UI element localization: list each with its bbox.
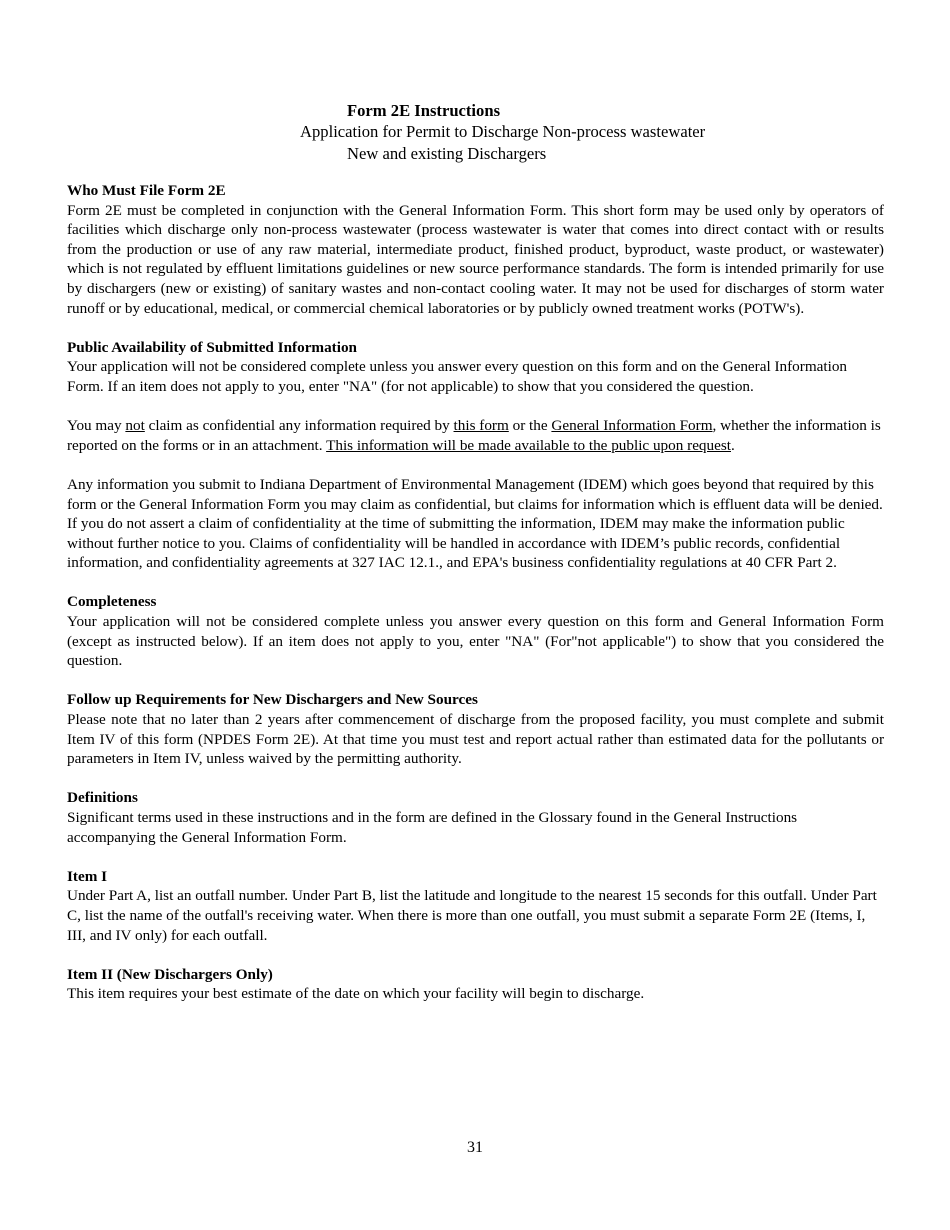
- section-text: Significant terms used in these instructions and in the form are defined in the Glossary found in the General Instructions accompanying the General Information Form.: [67, 809, 798, 846]
- text-run: You may: [67, 417, 126, 435]
- underlined-text: this form: [453, 417, 509, 435]
- form-subtitle: Application for Permit to Discharge Non-process wastewater: [300, 122, 706, 141]
- section-heading: Item I: [67, 867, 108, 885]
- section-text: This item requires your best estimate of the date on which your facility will begin to discharge.: [67, 985, 645, 1003]
- underlined-text: not: [125, 417, 145, 435]
- section-text: Form 2E must be completed in conjunction with the General Information Form. This short form may be used only by operators of facilities which discharge only non-process wastewater (process wastewater is water that comes into direct contact with or results from the production or use of any raw material, intermediate product, finished product, byproduct, waste product, or wastewater) which is not regulated by effluent limitations guidelines or new source performance standards. The form is intended primarily for use by dischargers (new or existing) of sanitary wastes and non-contact cooling water. It may not be used for discharges of storm water runoff or by educational, medical, or commercial chemical laboratories or by publicly owned treatment works (POTW's).: [67, 201, 884, 317]
- text-run: .: [731, 436, 735, 454]
- section-text: Your application will not be considered complete unless you answer every question on this form and General Information Form (except as instructed below). If an item does not apply to you, enter "NA" (For"not applicable") to show that you considered the question.: [67, 613, 884, 670]
- section-heading: Public Availability of Submitted Information: [67, 338, 357, 356]
- section-completeness: [67, 592, 884, 670]
- section-who-must-file: [67, 181, 884, 318]
- section-text: Your application will not be considered complete unless you answer every question on this form and on the General Information Form. If an item does not apply to you, enter "NA" (for not applicable) to show that you considered the question.: [67, 358, 848, 395]
- form-title: Form 2E Instructions: [347, 101, 501, 120]
- section-heading: Who Must File Form 2E: [67, 182, 226, 199]
- page-number: 31: [467, 1139, 483, 1156]
- text-run: claim as confidential any information required by: [144, 417, 454, 435]
- form-subtitle-2: New and existing Dischargers: [347, 144, 547, 163]
- section-definitions: [67, 788, 884, 847]
- section-heading: Follow up Requirements for New Dischargers and New Sources: [67, 691, 478, 709]
- section-heading: Item II (New Dischargers Only): [67, 965, 273, 983]
- section-text: Under Part A, list an outfall number. Under Part B, list the latitude and longitude to the nearest 15 seconds for this outfall. Under Part C, list the name of the outfall's receiving water. When there is more than one outfall, you must submit a separate Form 2E (Items, I, III, and IV only) for each outfall.: [67, 887, 877, 944]
- text-run: or the: [508, 417, 552, 435]
- section-heading: Definitions: [67, 789, 138, 807]
- section-item-2: [67, 965, 884, 1004]
- section-text: Please note that no later than 2 years after commencement of discharge from the proposed facility, you must complete and submit Item IV of this form (NPDES Form 2E). At that time you must test and report actual rather than estimated data for the pollutants or parameters in Item IV, unless waived by the permitting authority.: [67, 711, 884, 768]
- underlined-text: General Information Form: [551, 417, 713, 435]
- confidentiality-paragraph: [67, 416, 884, 455]
- section-follow-up: [67, 690, 884, 768]
- section-public-availability: [67, 338, 884, 573]
- section-text: Any information you submit to Indiana Department of Environmental Management (IDEM) which goes beyond that required by this form or the General Information Form you may claim as confidential, but claims for information which is effluent data will be denied. If you do not assert a claim of confidentiality at the time of submitting the information, IDEM may make the information public without further notice to you. Claims of confidentiality will be handled in accordance with IDEM’s public records, confidential information, and confidentiality agreements at 327 IAC 12.1., and EPA's business confidentiality regulations at 40 CFR Part 2.: [67, 475, 883, 572]
- section-item-1: [67, 867, 884, 945]
- instructions-body: [67, 181, 884, 1024]
- text-run: , whether the information is reported on the forms or in an attachment.: [67, 417, 881, 454]
- section-heading: Completeness: [67, 593, 157, 611]
- document-page: [67, 0, 884, 1230]
- underlined-text: This information will be made available to the public upon request: [326, 436, 731, 454]
